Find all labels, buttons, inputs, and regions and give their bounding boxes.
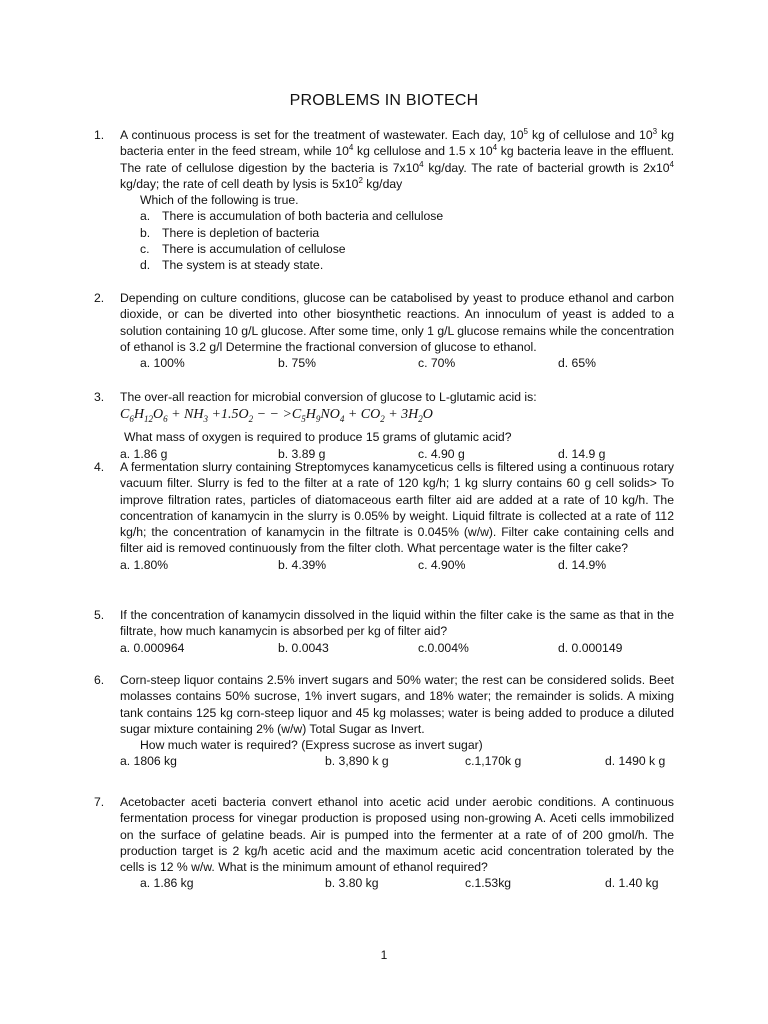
question-1 (94, 127, 674, 274)
option-b: b. 75% (278, 356, 316, 371)
question-text: A continuous process is set for the treatment of wastewater. Each day, $10^5$ kg of cellulose and $10^3$ kg bacteria enter in the feed stream, while $10^4$ kg cellulose and 1.5 x $10^4$ kg bacteria leave in the effluent. The rate of cellulose digestion by the bacteria is $7x10^4$ kg/day. The rate of bacterial growth is $2x10^4$ kg/day; the rate of cell death by lysis is $5x10^2$ kg/day (120, 126, 674, 191)
question-2 (94, 290, 674, 372)
question-prompt: Which of the following is true. (140, 193, 299, 208)
question-prompt: How much water is required? (Express sucrose as invert sugar) (140, 738, 483, 753)
option-b: b. 3.80 kg (325, 876, 379, 891)
option-d: d. The system is at steady state. (140, 258, 324, 273)
option-c: c. 4.90% (418, 557, 466, 572)
option-d: d. 1490 k g (605, 754, 666, 769)
question-text: Acetobacter aceti bacteria convert ethanol into acetic acid under aerobic conditions. A continuous fermentation process for vinegar production is proposed using non-growing A. Aceti cells immobilized on the surface of gelatine beads. Air is pumped into the fermenter at a rate of of 200 gmol/h. The production target is 2 kg/h acetic acid and the maximum acetic acid concentration tolerated by the cells is 12 % w/w. What is the minimum amount of ethanol required? (120, 795, 674, 875)
options-row (120, 753, 674, 770)
question-number: 6. (94, 673, 105, 687)
question-number: 4. (94, 460, 105, 474)
question-text: A fermentation slurry containing Streptomyces kanamyceticus cells is filtered using a continuous rotary vacuum filter. Slurry is fed to the filter at a rate of 120 kg/h; 1 kg slurry contains 60 g cell solids> To improve filtration rates, particles of diatomaceous earth filter aid are added at a rate of 10 kg/h. The concentration of kanamycin in the slurry is 0.05% by weight. Liquid filtrate is collected at a rate of 112 kg/h; the concentration of kanamycin in the filtrate is 0.045% (w/w). Filter cake containing cells and filter aid is removed continuously from the filter cloth. What percentage water is the filter cake? (120, 460, 674, 556)
question-number: 5. (94, 608, 105, 622)
option-d: d. 65% (558, 356, 596, 371)
question-text: Depending on culture conditions, glucose can be catabolised by yeast to produce ethanol and carbon dioxide, or can be diverted into other biosynthetic reactions. An innoculum of yeast is added to a solution containing 10 g/L glucose. After some time, only 1 g/L glucose remains while the concentration of ethanol is 3.2 g/l Determine the fractional conversion of glucose to ethanol. (120, 291, 674, 354)
option-b: b. 0.0043 (278, 640, 329, 655)
option-a: a. There is accumulation of both bacteria and cellulose (140, 209, 444, 224)
option-a: a. 1.86 g (120, 446, 168, 461)
options-list (140, 208, 674, 273)
question-text: If the concentration of kanamycin dissolved in the liquid within the filter cake is the same as that in the filtrate, how much kanamycin is absorbed per kg of filter aid? (120, 608, 674, 639)
page-title: PROBLEMS IN BIOTECH (289, 92, 479, 109)
option-c: c.1.53kg (465, 876, 512, 891)
option-a: a. 1.86 kg (140, 876, 194, 891)
question-text: The over-all reaction for microbial conversion of glucose to L-glutamic acid is: (120, 390, 537, 404)
page-number: 1 (380, 948, 388, 962)
option-a: a. 1.80% (120, 557, 169, 572)
question-number: 1. (94, 128, 105, 142)
option-a: a. 0.000964 (120, 640, 185, 655)
options-row (120, 640, 674, 657)
option-d: d. 1.40 kg (605, 876, 659, 891)
question-4 (94, 459, 674, 574)
question-prompt: What mass of oxygen is required to produce 15 grams of glutamic acid? (124, 430, 512, 445)
options-row (140, 875, 674, 892)
option-a: a. 1806 kg (120, 754, 177, 769)
reaction-equation: $C_6H_{12}O_6 + NH_3 +1.5O_2$ − − $>C_5H_9NO_4 + CO_2 + 3H_2O$ (120, 407, 433, 425)
option-c: c. 4.90 g (418, 446, 465, 461)
question-number: 3. (94, 390, 105, 404)
question-5 (94, 607, 674, 657)
option-d: d. 14.9 g (558, 446, 606, 461)
option-d: d. 0.000149 (558, 640, 623, 655)
question-text: Corn-steep liquor contains 2.5% invert sugars and 50% water; the rest can be considered solids. Beet molasses contains 50% sucrose, 1% invert sugars, and 18% water; the remainder is solids. A mixing tank contains 125 kg corn-steep liquor and 45 kg molasses; water is being added to produce a diluted sugar mixture containing 2% (w/w) Total Sugar as Invert. (120, 673, 674, 736)
option-c: c. There is accumulation of cellulose (140, 242, 346, 257)
option-b: b. 4.39% (278, 557, 327, 572)
question-6 (94, 672, 674, 770)
option-a: a. 100% (140, 356, 185, 371)
option-b: b. 3,890 k g (325, 754, 389, 769)
options-row (120, 355, 674, 372)
option-d: d. 14.9% (558, 557, 607, 572)
option-c: c.0.004% (418, 640, 469, 655)
question-3 (94, 389, 674, 463)
option-b: b. There is depletion of bacteria (140, 225, 320, 240)
option-c: c.1,170k g (465, 754, 522, 769)
option-c: c. 70% (418, 356, 456, 371)
question-number: 7. (94, 795, 105, 809)
options-row (120, 557, 674, 574)
question-number: 2. (94, 291, 105, 305)
option-b: b. 3.89 g (278, 446, 326, 461)
question-7 (94, 794, 674, 892)
